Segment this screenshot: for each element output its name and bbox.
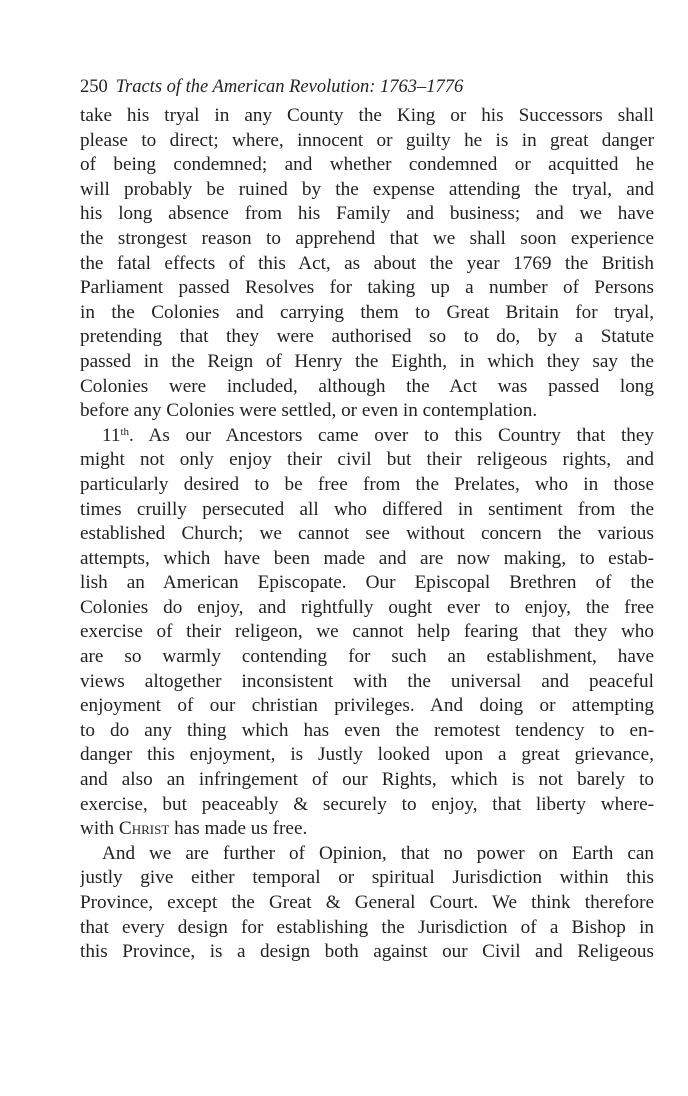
text-line: are so warmly contending for such an establishment, have [80, 646, 654, 668]
text-line: danger this enjoyment, is Justly looked upon a great grievance, [80, 744, 654, 766]
paragraph-first-line [80, 424, 654, 449]
article-number-suffix: th [120, 425, 130, 438]
text-line: pretending that they were authorised so to do, by a Statute [80, 326, 654, 348]
text-line: his long absence from his Family and business; and we have [80, 203, 654, 225]
text-line: Parliament passed Resolves for taking up a number of Persons [80, 277, 654, 299]
text-line: particularly desired to be free from the Prelates, who in those [80, 473, 654, 495]
page-number: 250 [80, 77, 108, 97]
text-line: exercise of their religeon, we cannot help fearing that they who [80, 621, 654, 643]
text-line: times cruilly persecuted all who differed in sentiment from the [80, 498, 654, 520]
text-line: enjoyment of our christian privileges. And doing or attempting [80, 695, 654, 717]
running-title: Tracts of the American Revolution: 1763–1776 [115, 77, 464, 97]
text-line: justly give either temporal or spiritual Jurisdiction within this [80, 867, 654, 889]
text-line: Colonies were included, although the Act was passed long [80, 375, 654, 397]
text-line: the strongest reason to apprehend that we shall soon experience [80, 227, 654, 249]
text-line: in the Colonies and carrying them to Great Britain for tryal, [80, 301, 654, 323]
text-line: passed in the Reign of Henry the Eighth, in which they say the [80, 350, 654, 372]
text-line: to do any thing which has even the remotest tendency to en- [80, 719, 654, 741]
text-line: take his tryal in any County the King or his Successors shall [80, 105, 654, 126]
text-line: before any Colonies were settled, or even in contemplation. [80, 400, 538, 422]
smallcaps-word: Christ [118, 818, 170, 840]
paragraph [80, 424, 654, 842]
text-line: lish an American Episcopate. Our Episcopal Brethren of the [80, 572, 654, 594]
paragraph [80, 104, 654, 424]
text-line: will probably be ruined by the expense attending the tryal, and [80, 178, 654, 200]
text-line: please to direct; where, innocent or guilty he is in great danger [80, 129, 654, 151]
last-line-before: with [80, 818, 119, 840]
text-line: and also an infringement of our Rights, which is not barely to [80, 769, 654, 791]
paragraph [80, 842, 654, 965]
body-text [80, 104, 654, 965]
text-line: established Church; we cannot see without concern the various [80, 523, 654, 545]
text-line: this Province, is a design both against our Civil and Religeous [80, 941, 654, 963]
text-line: might not only enjoy their civil but their religeous rights, and [80, 449, 654, 471]
first-line-text: . As our Ancestors came over to this Country that they [129, 424, 654, 446]
text-line: views altogether inconsistent with the universal and peaceful [80, 670, 654, 692]
text-line: exercise, but peaceably & securely to enjoy, that liberty where- [80, 793, 654, 815]
text-line: attempts, which have been made and are now making, to estab- [80, 547, 654, 569]
text-line: of being condemned; and whether condemned or acquitted he [80, 154, 654, 176]
paragraph-last-line [80, 817, 654, 842]
last-line-after: has made us free. [169, 818, 308, 840]
book-page [80, 72, 654, 965]
running-head [80, 72, 654, 102]
article-number: 11 [102, 424, 121, 446]
text-line: Province, except the Great & General Court. We think therefore [80, 892, 654, 913]
text-line: that every design for establishing the Jurisdiction of a Bishop in [80, 916, 654, 938]
text-line: Colonies do enjoy, and rightfully ought ever to enjoy, the free [80, 596, 654, 618]
text-line: the fatal effects of this Act, as about the year 1769 the British [80, 252, 654, 274]
text-line: And we are further of Opinion, that no power on Earth can [102, 842, 654, 864]
paragraph-lines [80, 448, 654, 817]
